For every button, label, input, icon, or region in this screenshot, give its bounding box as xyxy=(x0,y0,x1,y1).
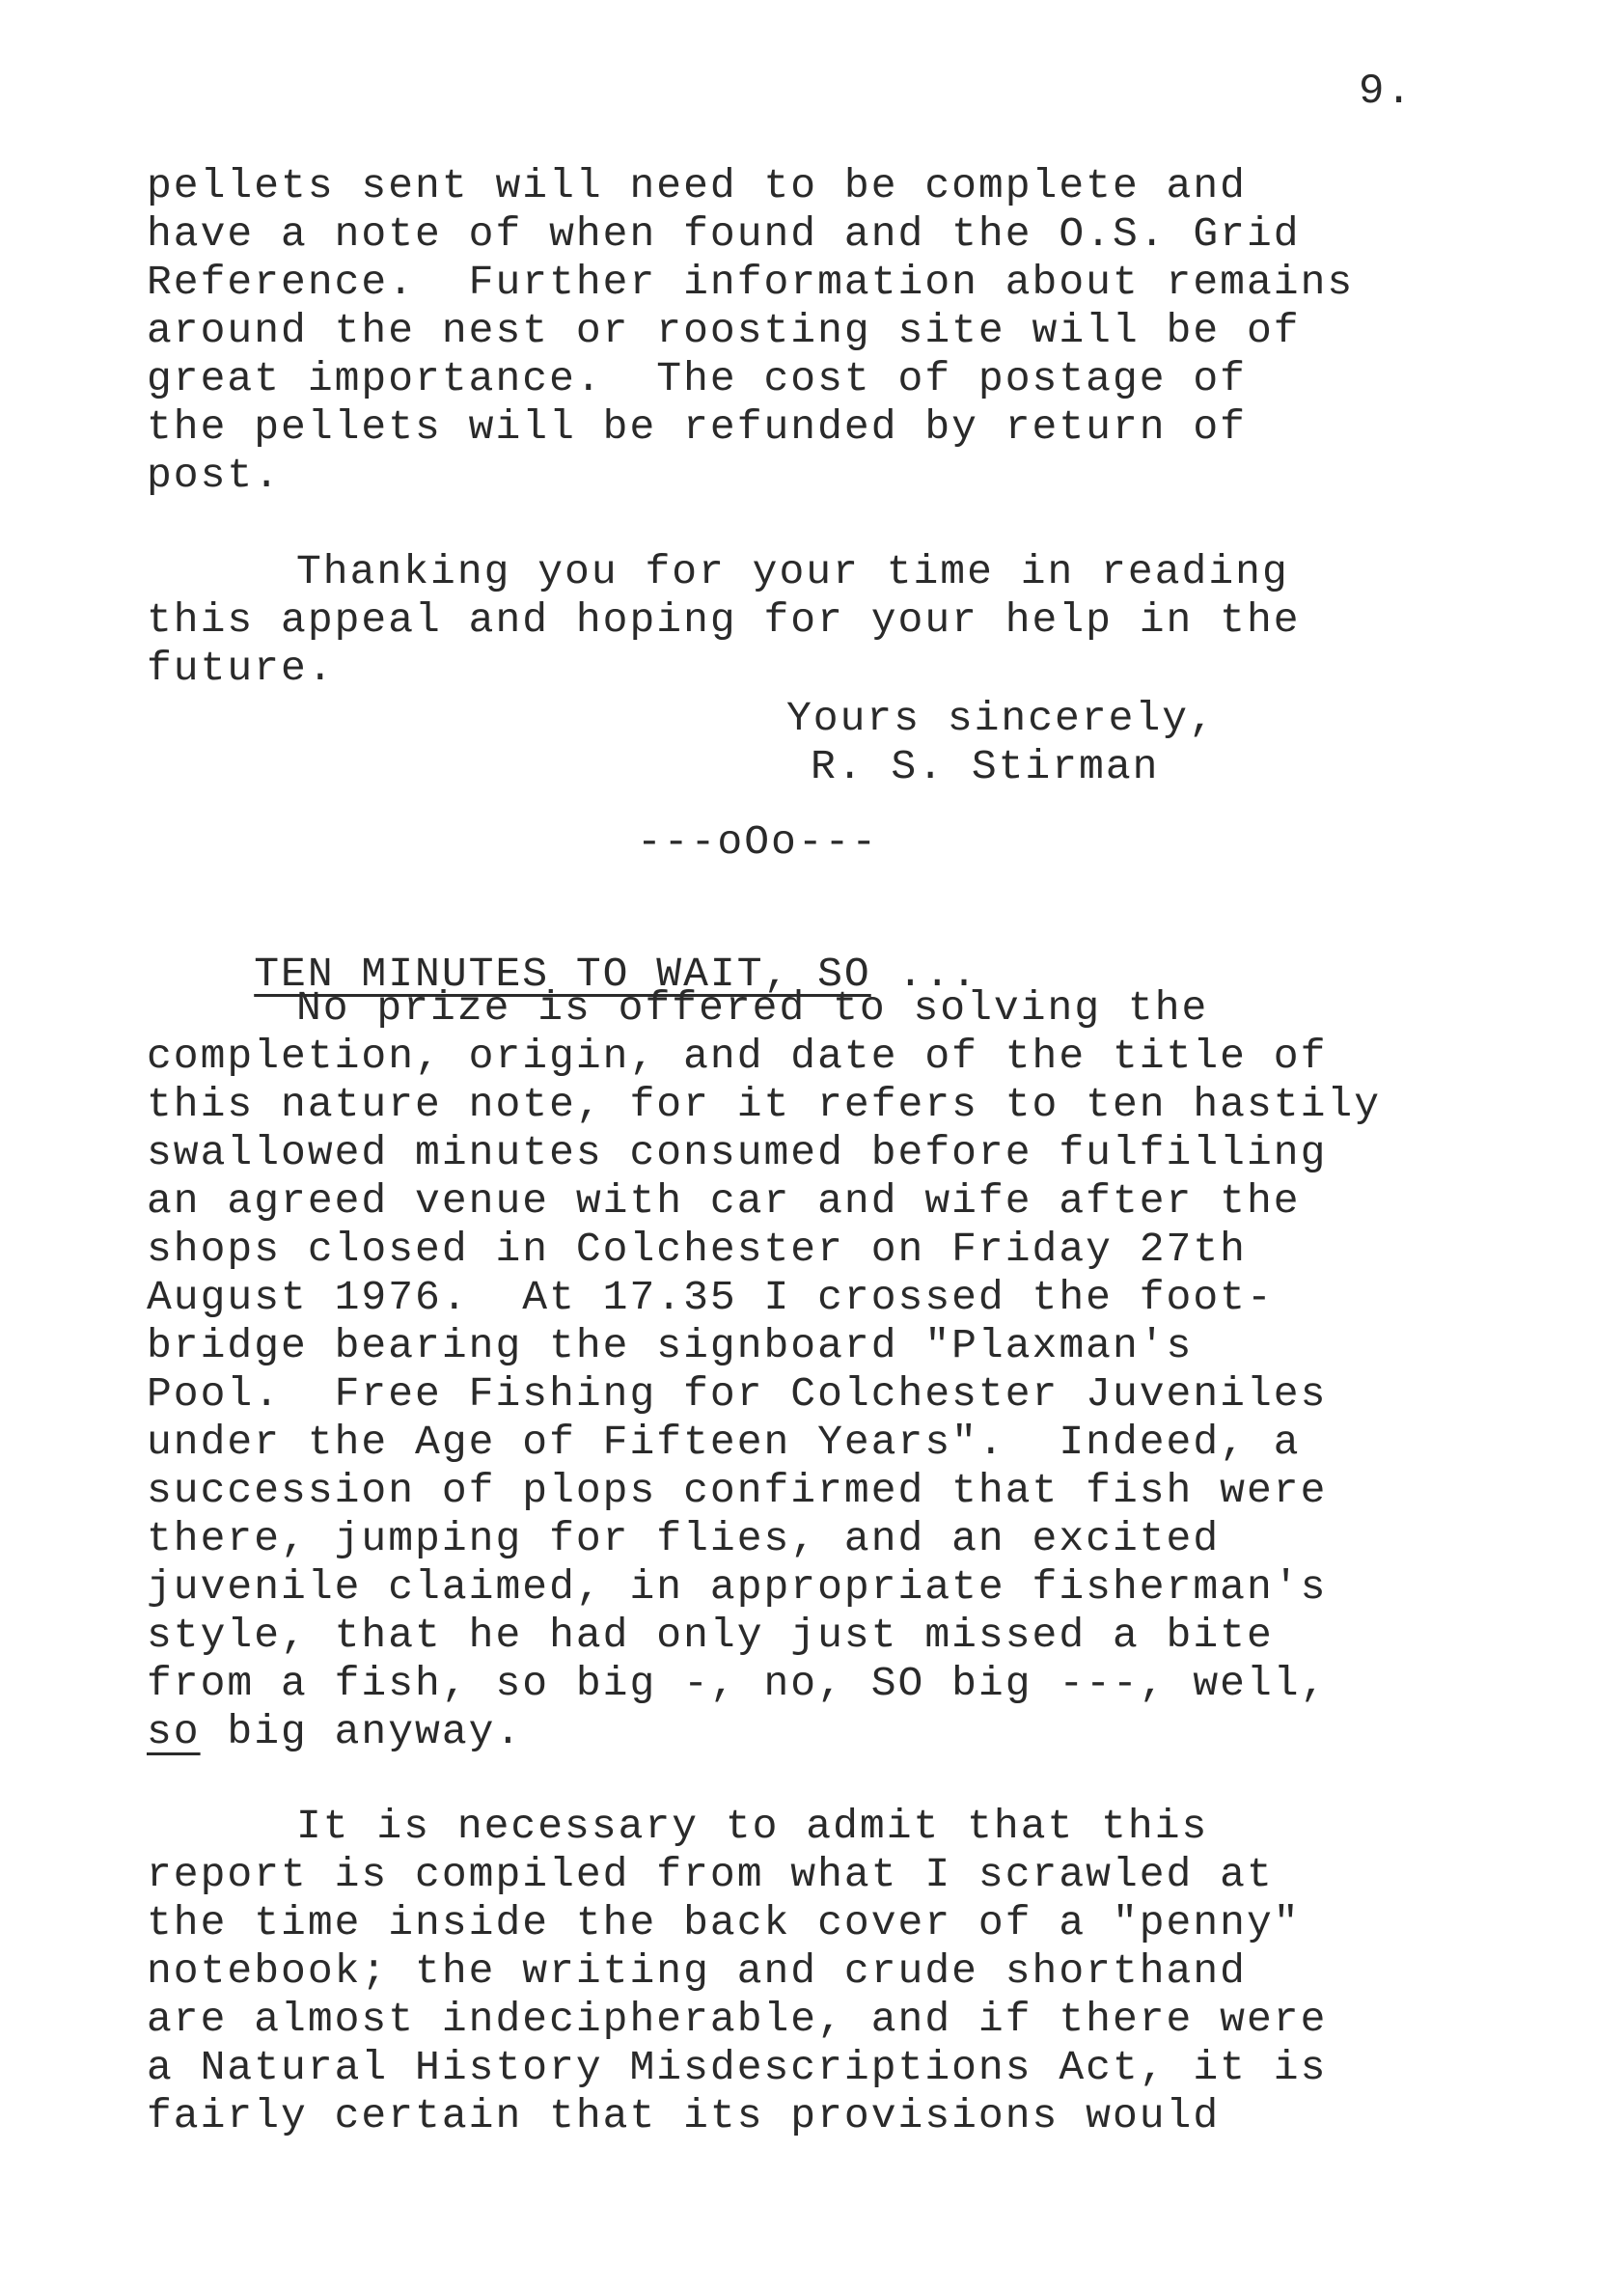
page-number: 9. xyxy=(1359,68,1414,116)
text-line: this nature note, for it refers to ten hastily xyxy=(147,1081,1381,1128)
text-line: fairly certain that its provisions would xyxy=(147,2092,1221,2139)
text-line: No prize is offered to solving the xyxy=(296,984,1209,1032)
article-heading-title: TEN MINUTES TO WAIT, SO xyxy=(254,951,871,998)
emphasized-word: so xyxy=(147,1708,201,1755)
text-line: style, that he had only just missed a bite xyxy=(147,1612,1274,1659)
text-line: this appeal and hoping for your help in the xyxy=(147,596,1301,644)
text-line: from a fish, so big -, no, SO big ---, well, xyxy=(147,1660,1328,1707)
text-line: under the Age of Fifteen Years". Indeed, a xyxy=(147,1419,1301,1466)
text-line: Thanking you for your time in reading xyxy=(296,548,1289,595)
text-line: pellets sent will need to be complete and xyxy=(147,162,1247,209)
text-line: swallowed minutes consumed before fulfilling xyxy=(147,1129,1328,1176)
text-line: have a note of when found and the O.S. Grid xyxy=(147,210,1301,258)
intro-paragraph xyxy=(147,162,1536,500)
text-line: August 1976. At 17.35 I crossed the foot- xyxy=(147,1274,1274,1321)
text-line: great importance. The cost of postage of xyxy=(147,355,1247,402)
text-line: completion, origin, and date of the title of xyxy=(147,1033,1328,1080)
signoff-name: R. S. Stirman xyxy=(811,743,1160,790)
section-separator: ---oOo--- xyxy=(637,818,879,866)
signoff-closing: Yours sincerely, xyxy=(786,695,1216,742)
text-line: Reference. Further information about remains xyxy=(147,259,1355,306)
text-line: the time inside the back cover of a "penny" xyxy=(147,1899,1301,1946)
text-fragment: big anyway. xyxy=(200,1708,523,1755)
text-line: around the nest or roosting site will be of xyxy=(147,307,1301,354)
text-line: an agreed venue with car and wife after the xyxy=(147,1177,1301,1225)
text-line: juvenile claimed, in appropriate fisherman's xyxy=(147,1563,1328,1611)
text-line: there, jumping for flies, and an excited xyxy=(147,1515,1221,1562)
text-line: future. xyxy=(147,645,335,692)
text-line-final xyxy=(147,1708,1536,1756)
text-line: It is necessary to admit that this xyxy=(296,1803,1209,1850)
text-line: a Natural History Misdescriptions Act, it is xyxy=(147,2044,1328,2091)
article-heading-ellipsis: ... xyxy=(870,951,978,998)
text-line: Pool. Free Fishing for Colchester Juveniles xyxy=(147,1370,1328,1418)
article-paragraph-2 xyxy=(147,1803,1536,2140)
text-line: notebook; the writing and crude shorthand xyxy=(147,1947,1247,1995)
text-line: succession of plops confirmed that fish were xyxy=(147,1467,1328,1514)
text-line: shops closed in Colchester on Friday 27th xyxy=(147,1226,1247,1273)
text-line: bridge bearing the signboard "Plaxman's xyxy=(147,1322,1194,1369)
text-line: post. xyxy=(147,452,282,499)
thanks-paragraph xyxy=(147,548,1536,693)
text-line: report is compiled from what I scrawled at xyxy=(147,1851,1274,1898)
text-line: the pellets will be refunded by return of xyxy=(147,403,1247,451)
text-line: are almost indecipherable, and if there were xyxy=(147,1996,1328,2043)
article-paragraph-1 xyxy=(147,984,1536,1756)
